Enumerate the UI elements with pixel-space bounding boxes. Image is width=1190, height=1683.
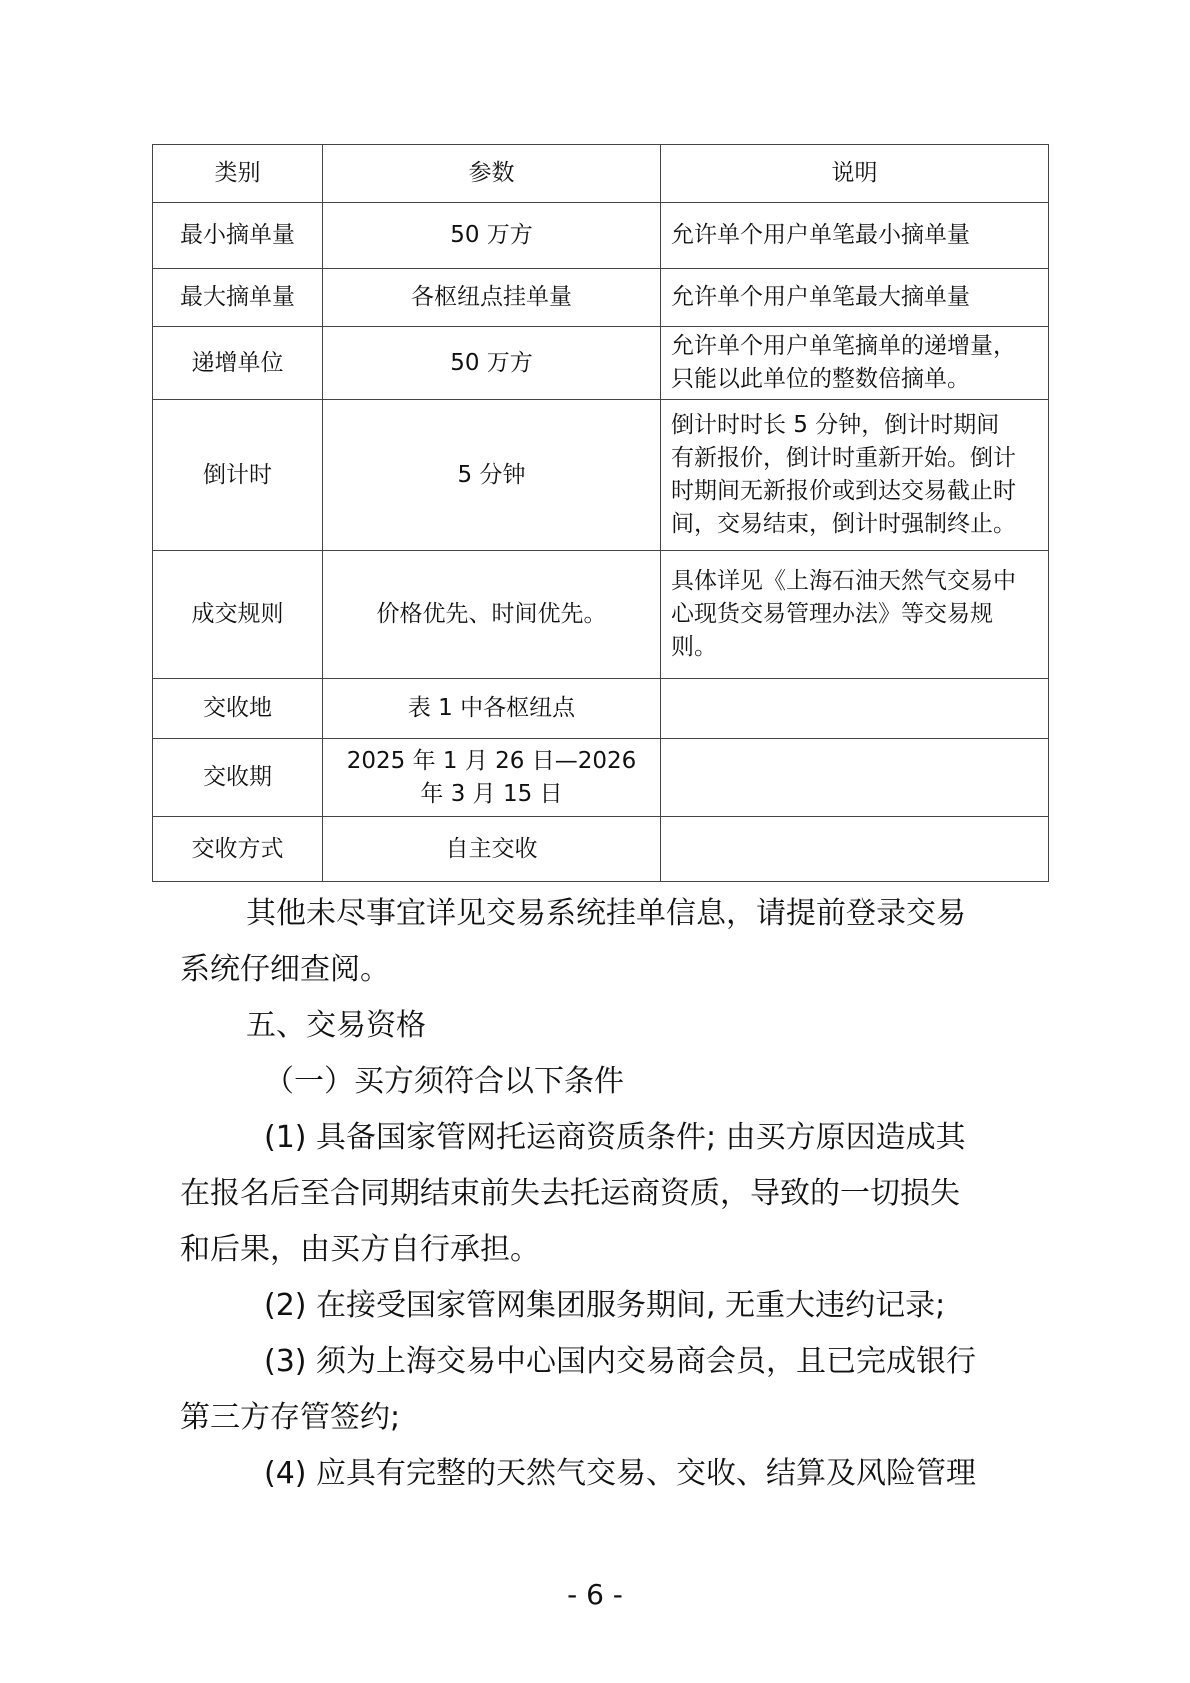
row-category: 最大摘单量 bbox=[153, 269, 323, 327]
row-desc-empty bbox=[661, 817, 1049, 882]
header-param: 参数 bbox=[323, 145, 661, 203]
paragraph-line: (4) 应具有完整的天然气交易、交收、结算及风险管理 bbox=[264, 1456, 977, 1491]
paragraph-line: 系统仔细查阅。 bbox=[180, 952, 390, 987]
row-param: 各枢纽点挂单量 bbox=[323, 269, 661, 327]
paragraph-other-matters bbox=[180, 886, 1030, 998]
list-item bbox=[180, 1446, 1030, 1502]
paragraph-line: 第三方存管签约; bbox=[180, 1400, 401, 1435]
row-param: 表 1 中各枢纽点 bbox=[323, 679, 661, 739]
desc-line: 时期间无新报价或到达交易截止时 bbox=[671, 478, 1016, 504]
row-category: 递增单位 bbox=[153, 327, 323, 400]
row-desc bbox=[661, 327, 1049, 400]
section-heading: 五、交易资格 bbox=[246, 1008, 426, 1043]
page-number: - 6 - bbox=[567, 1578, 623, 1611]
row-param: 50 万方 bbox=[323, 203, 661, 269]
row-category: 交收期 bbox=[153, 739, 323, 817]
table-row bbox=[153, 327, 1049, 400]
subsection-heading: （一）买方须符合以下条件 bbox=[264, 1064, 624, 1099]
list-item bbox=[180, 1334, 1030, 1446]
row-desc bbox=[661, 400, 1049, 551]
list-item bbox=[180, 1110, 1030, 1278]
table-header-row bbox=[153, 145, 1049, 203]
row-param: 价格优先、时间优先。 bbox=[323, 551, 661, 679]
table-row bbox=[153, 739, 1049, 817]
row-param: 5 分钟 bbox=[323, 400, 661, 551]
table-row bbox=[153, 679, 1049, 739]
row-desc bbox=[661, 203, 1049, 269]
paragraph-line: (3) 须为上海交易中心国内交易商会员，且已完成银行 bbox=[264, 1344, 977, 1379]
row-param: 自主交收 bbox=[323, 817, 661, 882]
paragraph-line: 在报名后至合同期结束前失去托运商资质，导致的一切损失 bbox=[180, 1176, 960, 1211]
paragraph-line: 其他未尽事宜详见交易系统挂单信息，请提前登录交易 bbox=[246, 896, 966, 931]
desc-line: 有新报价，倒计时重新开始。倒计 bbox=[671, 445, 1016, 471]
parameter-table bbox=[152, 144, 1049, 882]
row-param bbox=[323, 739, 661, 817]
param-line: 年 3 月 15 日 bbox=[420, 780, 563, 807]
row-category: 成交规则 bbox=[153, 551, 323, 679]
desc-line: 倒计时时长 5 分钟，倒计时期间 bbox=[671, 412, 1000, 438]
table-row bbox=[153, 551, 1049, 679]
list-item bbox=[180, 1278, 1030, 1334]
row-desc bbox=[661, 269, 1049, 327]
header-category: 类别 bbox=[153, 145, 323, 203]
row-category: 交收地 bbox=[153, 679, 323, 739]
desc-line: 间，交易结束，倒计时强制终止。 bbox=[671, 511, 1016, 537]
table-row bbox=[153, 269, 1049, 327]
desc-line: 则。 bbox=[671, 634, 717, 660]
table-row bbox=[153, 817, 1049, 882]
desc-line: 心现货交易管理办法》等交易规 bbox=[671, 601, 993, 627]
paragraph-line: 和后果，由买方自行承担。 bbox=[180, 1232, 540, 1267]
table-row bbox=[153, 400, 1049, 551]
paragraph-line: (1) 具备国家管网托运商资质条件; 由买方原因造成其 bbox=[264, 1120, 966, 1155]
row-category: 倒计时 bbox=[153, 400, 323, 551]
row-category: 最小摘单量 bbox=[153, 203, 323, 269]
row-desc-empty bbox=[661, 739, 1049, 817]
row-desc bbox=[661, 551, 1049, 679]
param-line: 2025 年 1 月 26 日—2026 bbox=[346, 747, 637, 774]
table-row bbox=[153, 203, 1049, 269]
desc-line: 允许单个用户单笔最小摘单量 bbox=[671, 222, 970, 248]
row-category: 交收方式 bbox=[153, 817, 323, 882]
desc-line: 只能以此单位的整数倍摘单。 bbox=[671, 366, 970, 392]
row-desc-empty bbox=[661, 679, 1049, 739]
desc-line: 允许单个用户单笔摘单的递增量， bbox=[671, 333, 1016, 359]
row-param: 50 万方 bbox=[323, 327, 661, 400]
paragraph-line: (2) 在接受国家管网集团服务期间, 无重大违约记录; bbox=[264, 1288, 946, 1323]
desc-line: 允许单个用户单笔最大摘单量 bbox=[671, 284, 970, 310]
header-desc: 说明 bbox=[661, 145, 1049, 203]
desc-line: 具体详见《上海石油天然气交易中 bbox=[671, 568, 1016, 594]
